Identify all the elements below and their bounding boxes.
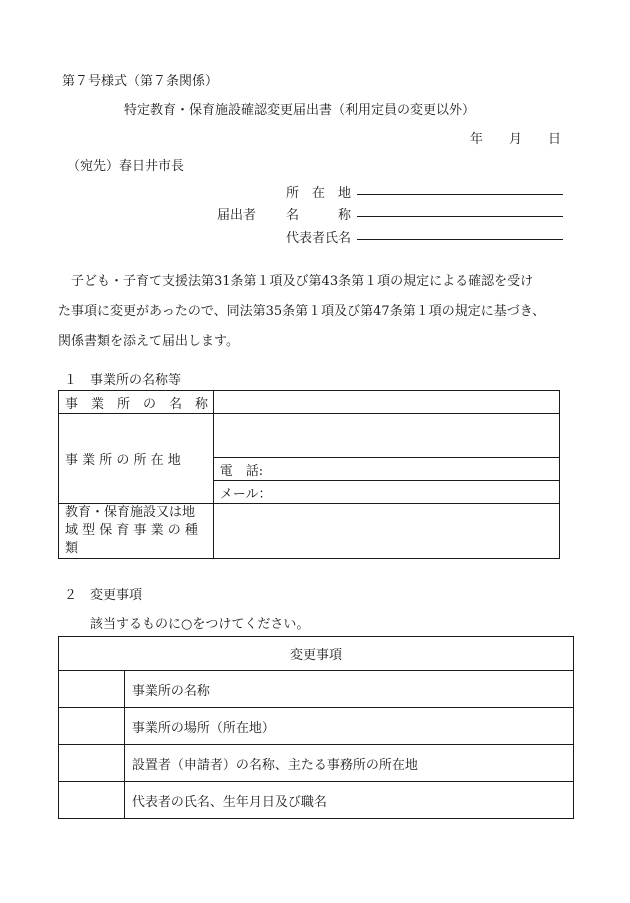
notifier-representative-line[interactable] xyxy=(357,239,563,240)
body-line-1: 子ども・子育て支援法第31条第１項及び第43条第１項の規定による確認を受け xyxy=(71,274,534,289)
change-item-mark-cell[interactable] xyxy=(59,708,125,745)
change-item-label: 事業所の名称 xyxy=(124,671,573,708)
notifier-name-line[interactable] xyxy=(357,216,563,217)
facility-email-field[interactable] xyxy=(213,481,559,504)
section1-heading: １ 事業所の名称等 xyxy=(64,373,182,388)
body-line-2: た事項に変更があったので、同法第35条第１項及び第47条第１項の規定に基づき、 xyxy=(58,304,546,319)
section2-instruction: 該当するものに○をつけてください。 xyxy=(90,617,310,632)
change-item-mark-cell[interactable] xyxy=(59,782,125,819)
facility-info-table xyxy=(58,390,560,559)
notifier-representative-label: 代表者氏名 xyxy=(286,231,352,246)
facility-type-label-line2: 域 型 保 育 事 業 の 種 類 xyxy=(65,523,198,556)
notifier-name-label: 名 称 xyxy=(286,208,352,223)
change-items-table xyxy=(58,636,574,819)
body-line-3: 関係書類を添えて届出します。 xyxy=(58,334,239,349)
date-day: 日 xyxy=(548,132,562,147)
facility-type-label-line1: 教育・保育施設又は地 xyxy=(65,505,196,520)
body-paragraph xyxy=(58,267,570,357)
facility-type-input[interactable] xyxy=(213,504,559,559)
facility-name-label: 事 業 所 の 名 称 xyxy=(59,391,214,414)
facility-name-input[interactable] xyxy=(213,391,559,414)
section2-heading: ２ 変更事項 xyxy=(64,588,143,603)
facility-type-label xyxy=(59,504,214,559)
change-item-mark-cell[interactable] xyxy=(59,671,125,708)
change-item-label: 設置者（申請者）の名称、主たる事務所の所在地 xyxy=(124,745,573,782)
change-items-header: 変更事項 xyxy=(59,637,574,671)
facility-phone-field[interactable] xyxy=(213,458,559,481)
form-number: 第７号様式（第７条関係） xyxy=(62,74,219,89)
date-year: 年 xyxy=(470,132,484,147)
facility-phone-label: 電 話: xyxy=(219,463,264,479)
facility-location-label: 事 業 所 の 所 在 地 xyxy=(59,414,214,504)
facility-email-label: メール： xyxy=(219,486,272,502)
notifier-address-line[interactable] xyxy=(357,194,563,195)
document-title: 特定教育・保育施設確認変更届出書（利用定員の変更以外） xyxy=(124,103,476,118)
addressee: （宛先）春日井市長 xyxy=(67,159,185,174)
facility-location-input[interactable] xyxy=(213,414,559,458)
date-month: 月 xyxy=(509,132,523,147)
notifier-label: 届出者 xyxy=(217,208,257,223)
notifier-address-label: 所 在 地 xyxy=(286,186,352,201)
change-item-label: 代表者の氏名、生年月日及び職名 xyxy=(124,782,573,819)
change-item-mark-cell[interactable] xyxy=(59,745,125,782)
change-item-label: 事業所の場所（所在地） xyxy=(124,708,573,745)
